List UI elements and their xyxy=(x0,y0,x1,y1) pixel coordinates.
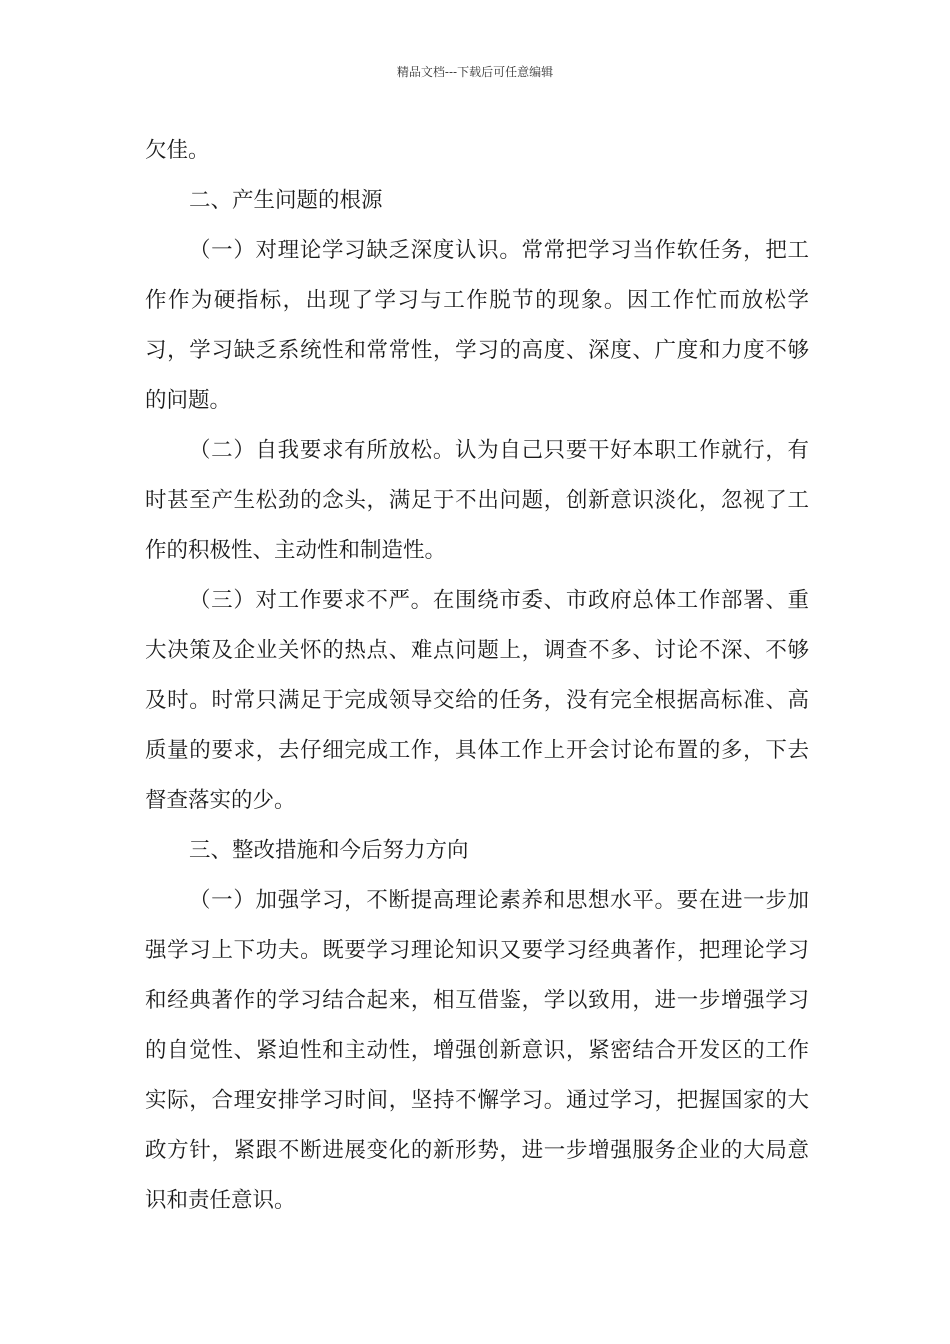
section-heading-root-causes: 二、产生问题的根源 xyxy=(189,188,383,213)
paragraph-cause-1: （一）对理论学习缺乏深度认识。常常把学习当作软任务，把工作作为硬指标，出现了学习与工作脱节的现象。因工作忙而放松学习，学习缺乏系统性和常常性，学习的高度、深度、广度和力度不够的问题。 xyxy=(145,238,809,413)
paragraph-continuation: 欠佳。 xyxy=(145,138,210,163)
paragraph-cause-3: （三）对工作要求不严。在围绕市委、市政府总体工作部署、重大决策及企业关怀的热点、难点问题上，调查不多、讨论不深、不够及时。时常只满足于完成领导交给的任务，没有完全根据高标准、高质量的要求，去仔细完成工作，具体工作上开会讨论布置的多，下去督查落实的少。 xyxy=(145,588,809,813)
section-heading-measures: 三、整改措施和今后努力方向 xyxy=(189,838,469,863)
paragraph-measure-1: （一）加强学习，不断提高理论素养和思想水平。要在进一步加强学习上下功夫。既要学习理论知识又要学习经典著作，把理论学习和经典著作的学习结合起来，相互借鉴，学以致用，进一步增强学习的自觉性、紧迫性和主动性，增强创新意识，紧密结合开发区的工作实际，合理安排学习时间，坚持不懈学习。通过学习，把握国家的大政方针，紧跟不断进展变化的新形势，进一步增强服务企业的大局意识和责任意识。 xyxy=(145,888,809,1213)
document-body xyxy=(145,126,809,1226)
page-header: 精品文档---下载后可任意编辑 xyxy=(396,65,554,79)
paragraph-cause-2: （二）自我要求有所放松。认为自己只要干好本职工作就行，有时甚至产生松劲的念头，满足于不出问题，创新意识淡化，忽视了工作的积极性、主动性和制造性。 xyxy=(145,438,809,563)
